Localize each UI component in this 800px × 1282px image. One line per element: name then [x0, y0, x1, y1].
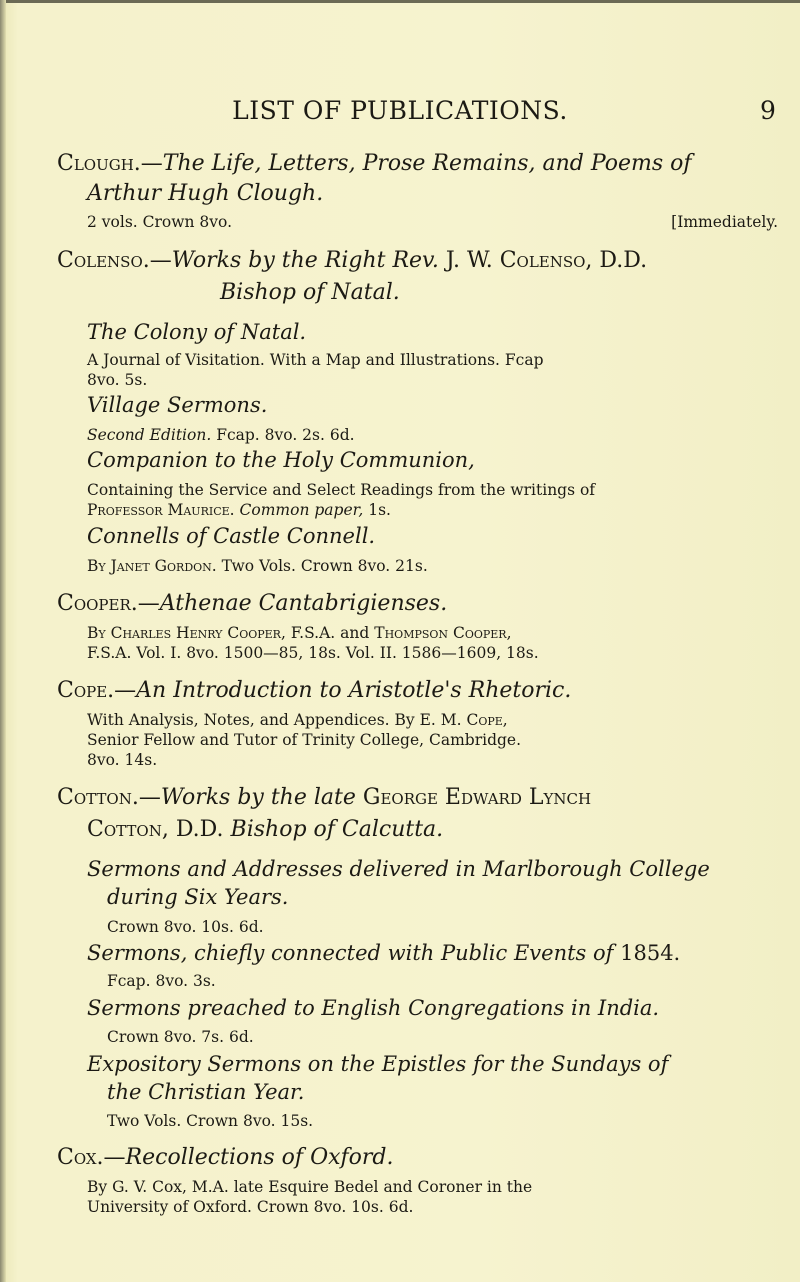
edition: Second Edition. [87, 426, 212, 444]
work-details: Crown 8vo. 7s. 6d. [107, 1028, 254, 1046]
work-details: 8vo. 14s. [87, 751, 158, 769]
work-description: A Journal of Visitation. With a Map and Illustrations. Fcap [87, 351, 544, 369]
work-title: Sermons preached to English Congregations in India. [87, 996, 660, 1020]
author-name: Clough. [57, 151, 141, 176]
work-description: With Analysis, Notes, and Appendices. By [87, 711, 415, 729]
work-description: By G. V. Cox, M.A. late Esquire Bedel and Coroner in the [87, 1178, 533, 1196]
author-ref: By Charles Henry Cooper, [87, 624, 286, 642]
author-position: Senior Fellow and Tutor of Trinity College, Cambridge. [87, 731, 522, 749]
credential: F.S.A. and [290, 624, 370, 642]
work-title-cont: during Six Years. [107, 885, 289, 909]
work-title: Sermons, chiefly connected with Public Events of [87, 941, 614, 965]
work-year: 1854. [620, 941, 681, 965]
work-details: Two Vols. Crown 8vo. 21s. [221, 557, 428, 575]
author-name: Colenso. [57, 248, 150, 273]
author-name: Cooper. [57, 591, 138, 616]
price: 1s. [368, 501, 391, 519]
author-ref: E. M. Cope, [419, 711, 508, 729]
author-ref: Professor Maurice. [87, 501, 235, 519]
paper-type: Common paper, [239, 501, 364, 519]
work-details: Fcap. 8vo. 2s. 6d. [216, 426, 355, 444]
work-details: 2 vols. Crown 8vo. [87, 213, 233, 231]
author-office: Bishop of Natal. [220, 280, 400, 305]
author-ref: By Janet Gordon. [87, 557, 217, 575]
work-title: The Life, Letters, Prose Remains, and Poems of [162, 151, 692, 176]
work-title: Companion to the Holy Communion, [87, 448, 475, 472]
work-title: Connells of Castle Connell. [87, 524, 376, 548]
author-ref: Thompson Cooper, [374, 624, 512, 642]
work-details: F.S.A. Vol. I. 8vo. 1500—85, 18s. Vol. II. 1586—1609, 18s. [87, 644, 539, 662]
work-title: Athenae Cantabrigienses. [159, 591, 448, 616]
work-title: The Colony of Natal. [87, 320, 307, 344]
byline: Works by the Right Rev. [171, 248, 439, 273]
page-number: 9 [760, 96, 776, 125]
work-title: Recollections of Oxford. [125, 1145, 394, 1170]
byline: Works by the late [160, 785, 356, 810]
work-details: Fcap. 8vo. 3s. [107, 972, 216, 990]
work-title-cont: the Christian Year. [107, 1080, 305, 1104]
page-title: LIST OF PUBLICATIONS. [232, 96, 568, 125]
work-details: Crown 8vo. 10s. 6d. [107, 918, 264, 936]
work-details: University of Oxford. Crown 8vo. 10s. 6d. [87, 1198, 414, 1216]
page-top-rule [0, 0, 800, 3]
publication-status: [Immediately. [671, 213, 778, 231]
work-title: Village Sermons. [87, 393, 268, 417]
dash: — [140, 151, 163, 176]
work-title: Expository Sermons on the Epistles for the Sundays of [87, 1052, 669, 1076]
author-office: Bishop of Calcutta. [230, 817, 444, 842]
work-description: Containing the Service and Select Readings from the writings of [87, 481, 596, 499]
author-name: Cope. [57, 678, 115, 703]
author-name: Cox. [57, 1145, 104, 1170]
work-title: Sermons and Addresses delivered in Marlborough College [87, 857, 710, 881]
book-page: LIST OF PUBLICATIONS. 9 Clough.—The Life, Letters, Prose Remains, and Poems of Arthur Hugh Clough. 2 vols. Crown 8vo. [Immediately. Colenso.—Works by the Right Rev. J. W. Colenso, D.D. Bishop of Natal. The Colony of Natal. A Journal of Visitation. With a Map and Illustrations. Fcap 8vo. 5s. Village Sermons. Second Edition. Fcap. 8vo. 2s. 6d. Companion to the Holy Communion, Containing the Service and Select Readings from the writings of Professor Maurice. Common paper, 1s. Connells of Castle Connell. By Janet Gordon. Two Vols. Crown 8vo. 21s. Cooper.—Athenae Cantabrigienses. By Charles Henry Cooper, F.S.A. and Thompson Cooper, F.S.A. Vol. I. 8vo. 1500—85, 18s. Vol. II. 1586—1609, 18s. Cope.—An Introduction to Aristotle's Rhetoric. With Analysis, Notes, and Appendices. By E. M. Cope, Senior Fellow and Tutor of Trinity College, Cambridge. 8vo. 14s. Cotton.—Works by the late George Edward Lynch Cotton, D.D. Bishop of Calcutta. Sermons and Addresses delivered in Marlborough College during Six Years. Crown 8vo. 10s. 6d. Sermons, chiefly connected with Public Events of 1854. Fcap. 8vo. 3s. Sermons preached to English Congregations in India. Crown 8vo. 7s. 6d. Expository Sermons on the Epistles for the Sundays of the Christian Year. Two Vols. Crown 8vo. 15s. Cox.—Recollections of Oxford. By G. V. Cox, M.A. late Esquire Bedel and Coroner in the University of Oxford. Crown 8vo. 10s. 6d. [0, 0, 800, 1282]
author-full-name: George Edward Lynch [362, 785, 592, 810]
author-name: Cotton. [57, 785, 139, 810]
work-title-cont: Arthur Hugh Clough. [87, 181, 324, 206]
author-full-name: J. W. Colenso, D.D. [445, 248, 648, 273]
work-title: An Introduction to Aristotle's Rhetoric. [136, 678, 572, 703]
work-details: Two Vols. Crown 8vo. 15s. [107, 1112, 314, 1130]
running-head [0, 96, 800, 136]
work-details: 8vo. 5s. [87, 371, 148, 389]
author-full-name-cont: Cotton, D.D. [87, 817, 224, 842]
page-gutter-edge [0, 0, 6, 1282]
